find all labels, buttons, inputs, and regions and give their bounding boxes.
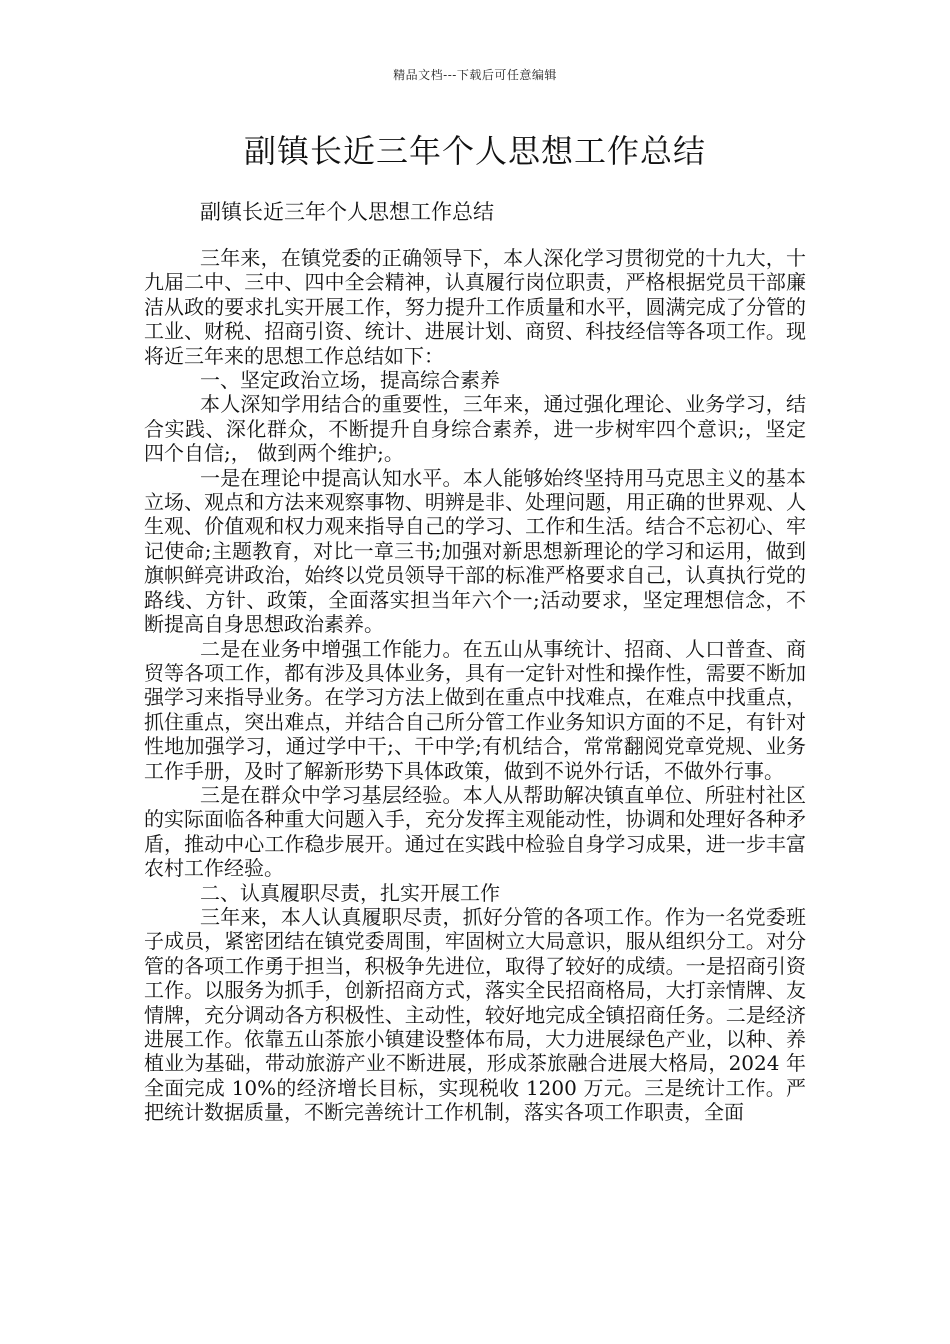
page-header-watermark: 精品文档---下载后可任意编辑 <box>393 68 557 82</box>
document-body <box>144 246 806 1125</box>
page-title: 副镇长近三年个人思想工作总结 <box>243 132 706 170</box>
paragraph: 三年来，本人认真履职尽责，抓好分管的各项工作。作为一名党委班子成员，紧密团结在镇党委周围，牢固树立大局意识，服从组织分工。对分管的各项工作勇于担当，积极争先进位，取得了较好的成绩。一是招商引资工作。以服务为抓手，创新招商方式，落实全民招商格局，大打亲情牌、友情牌，充分调动各方积极性、主动性，较好地完成全镇招商任务。二是经济进展工作。依靠五山茶旅小镇建设整体布局，大力进展绿色产业，以种、养植业为基础，带动旅游产业不断进展，形成茶旅融合进展大格局，2024 年全面完成 10%的经济增长目标，实现税收 1200 万元。三是统计工作。严把统计数据质量，不断完善统计工作机制，落实各项工作职责，全面 <box>144 904 806 1125</box>
paragraph: 本人深知学用结合的重要性，三年来，通过强化理论、业务学习，结合实践、深化群众，不断提升自身综合素养，进一步树牢四个意识;，坚定四个自信;， 做到两个维护;。 <box>144 392 806 466</box>
document-subtitle: 副镇长近三年个人思想工作总结 <box>200 200 494 224</box>
section-heading-2: 二、认真履职尽责，扎实开展工作 <box>200 880 500 905</box>
paragraph: 一是在理论中提高认知水平。本人能够始终坚持用马克思主义的基本立场、观点和方法来观察事物、明辨是非、处理问题，用正确的世界观、人生观、价值观和权力观来指导自己的学习、工作和生活。结合不忘初心、牢记使命;主题教育，对比一章三书;加强对新思想新理论的学习和运用，做到旗帜鲜亮讲政治，始终以党员领导干部的标准严格要求自己，认真执行党的路线、方针、政策，全面落实担当年六个一;活动要求，坚定理想信念，不断提高自身思想政治素养。 <box>144 465 806 637</box>
paragraph: 二是在业务中增强工作能力。在五山从事统计、招商、人口普查、商贸等各项工作，都有涉及具体业务，具有一定针对性和操作性，需要不断加强学习来指导业务。在学习方法上做到在重点中找难点，在难点中找重点，抓住重点，突出难点，并结合自己所分管工作业务知识方面的不足，有针对性地加强学习，通过学中干;、干中学;有机结合，常常翻阅党章党规、业务工作手册，及时了解新形势下具体政策，做到不说外行话，不做外行事。 <box>144 636 806 783</box>
paragraph-intro: 三年来，在镇党委的正确领导下，本人深化学习贯彻党的十九大，十九届二中、三中、四中全会精神，认真履行岗位职责，严格根据党员干部廉洁从政的要求扎实开展工作，努力提升工作质量和水平，圆满完成了分管的工业、财税、招商引资、统计、进展计划、商贸、科技经信等各项工作。现将近三年来的思想工作总结如下： <box>144 246 806 368</box>
paragraph: 三是在群众中学习基层经验。本人从帮助解决镇直单位、所驻村社区的实际面临各种重大问题入手，充分发挥主观能动性，协调和处理好各种矛盾，推动中心工作稳步展开。通过在实践中检验自身学习成果，进一步丰富农村工作经验。 <box>144 782 806 881</box>
section-heading-1: 一、坚定政治立场，提高综合素养 <box>200 368 500 393</box>
